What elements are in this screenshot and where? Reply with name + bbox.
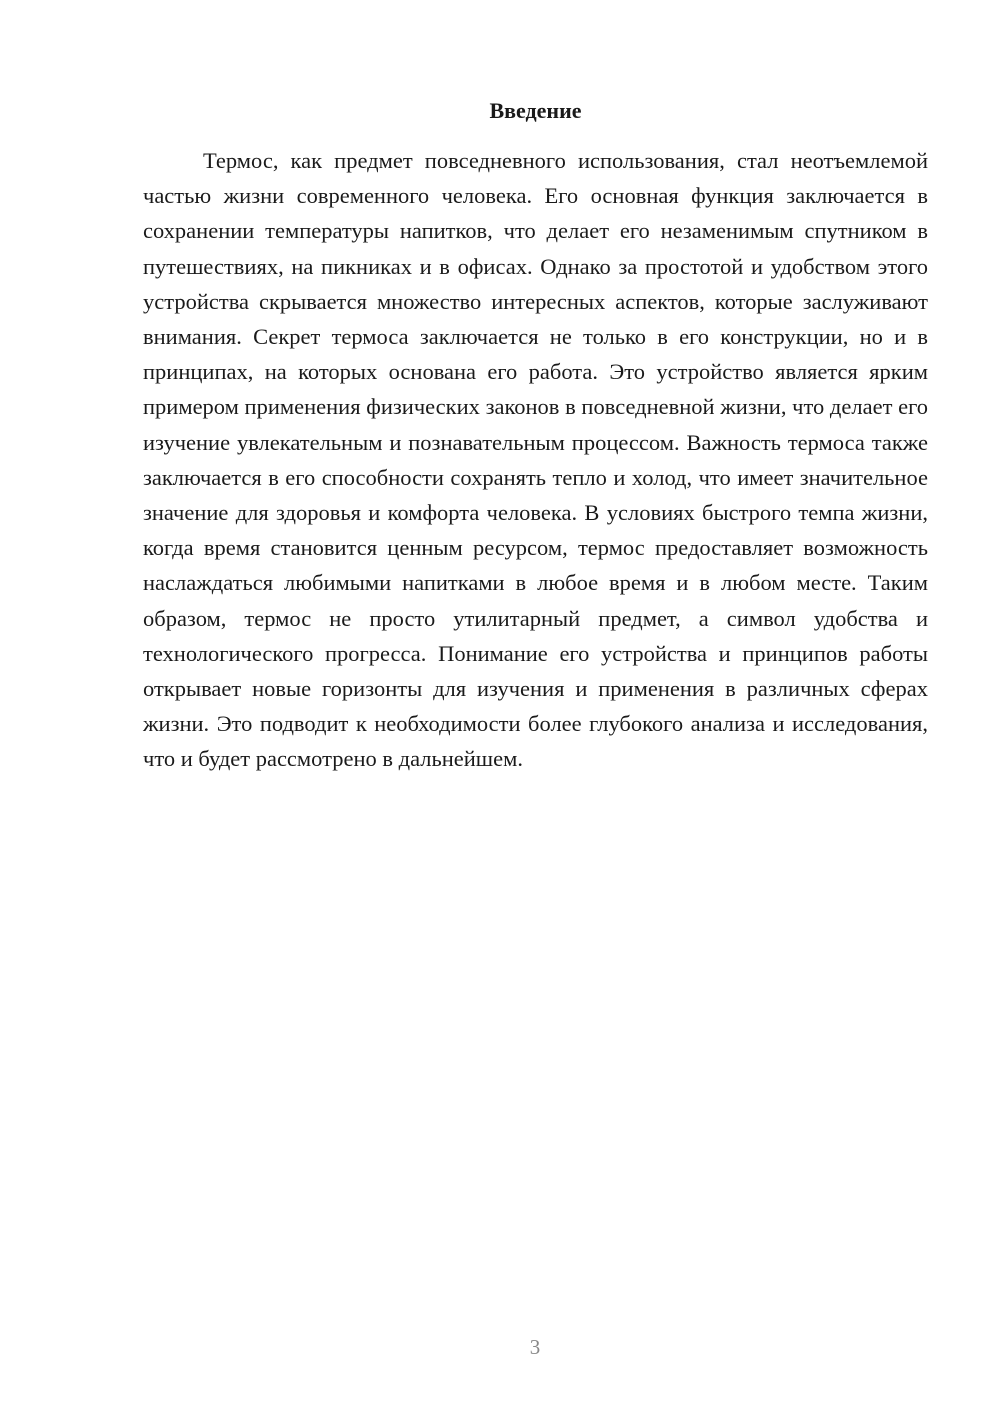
introduction-paragraph: Термос, как предмет повседневного использования, стал неотъемлемой частью жизни современного человека. Его основная функция заключается в сохранении температуры напитков, что делает его незаменимым спутником в путешествиях, на пикниках и в офисах. Однако за простотой и удобством этого устройства скрывается множество интересных аспектов, которые заслуживают внимания. Секрет термоса заключается не только в его конструкции, но и в принципах, на которых основана его работа. Это устройство является ярким примером применения физических законов в повседневной жизни, что делает его изучение увлекательным и познавательным процессом. Важность термоса также заключается в его способности сохранять тепло и холод, что имеет значительное значение для здоровья и комфорта человека. В условиях быстрого темпа жизни, когда время становится ценным ресурсом, термос предоставляет возможность наслаждаться любимыми напитками в любое время и в любом месте. Таким образом, термос не просто утилитарный предмет, а символ удобства и технологического прогресса. Понимание его устройства и принципов работы открывает новые горизонты для изучения и применения в различных сферах жизни. Это подводит к необходимости более глубокого анализа и исследования, что и будет рассмотрено в дальнейшем. [143, 148, 928, 772]
section-heading: Введение [489, 98, 582, 123]
page-number: 3 [529, 1335, 541, 1359]
